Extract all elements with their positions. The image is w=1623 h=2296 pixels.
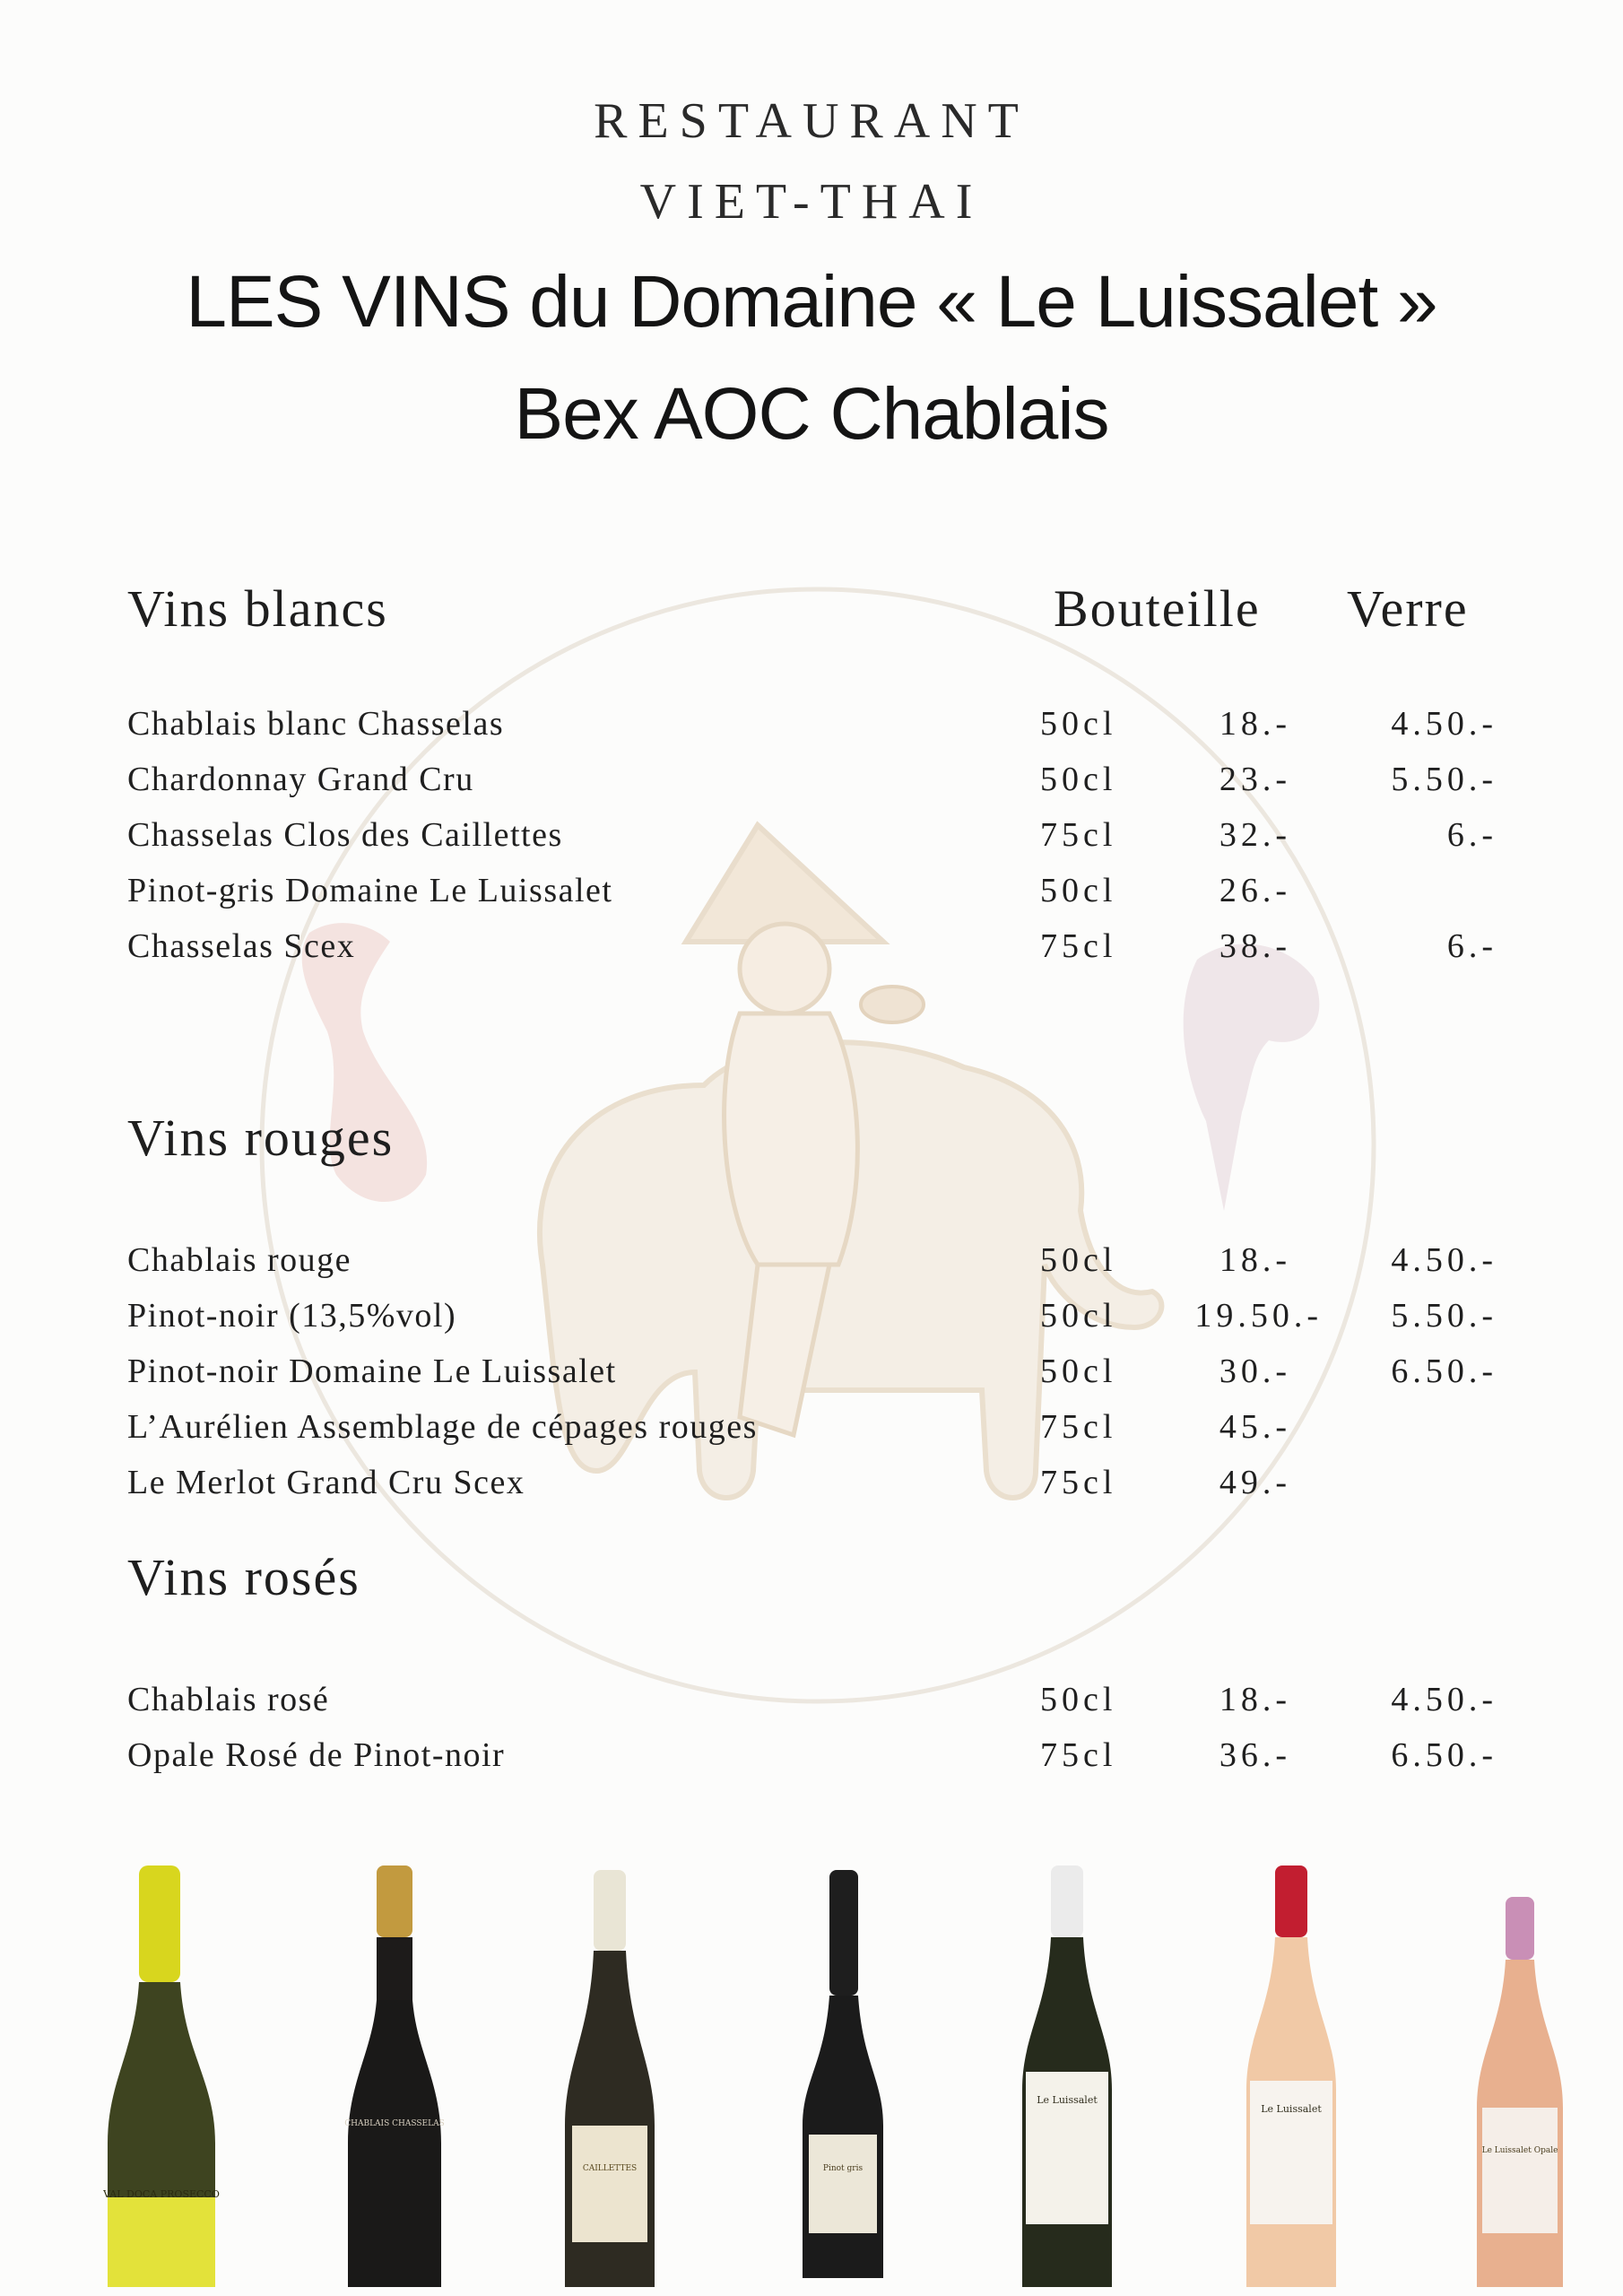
wine-row — [0, 760, 1623, 813]
wine-volume: 75cl — [1040, 927, 1117, 965]
wine-name: Pinot-gris Domaine Le Luissalet — [127, 872, 613, 909]
bottle-price: 38.- — [1219, 927, 1291, 965]
wine-name: Le Merlot Grand Cru Scex — [127, 1464, 525, 1501]
bottle-prosecco — [99, 1857, 224, 2296]
glass-price: 6.50.- — [1391, 1352, 1497, 1390]
glass-price: 5.50.- — [1391, 761, 1497, 798]
wine-row — [0, 1352, 1623, 1405]
wine-volume: 50cl — [1040, 1241, 1117, 1279]
bottle-price: 18.- — [1219, 1681, 1291, 1718]
wine-row — [0, 1463, 1623, 1517]
bottle-price: 18.- — [1219, 705, 1291, 743]
glass-price: 6.- — [1446, 927, 1497, 965]
wine-name: Chablais rosé — [127, 1681, 330, 1718]
glass-price: 6.50.- — [1391, 1736, 1497, 1774]
restaurant-name-line1: RESTAURANT — [594, 93, 1029, 149]
page-subtitle: Bex AOC Chablais — [514, 373, 1109, 455]
wine-name: Chasselas Clos des Caillettes — [127, 816, 563, 854]
wine-name: Pinot-noir (13,5%vol) — [127, 1297, 457, 1335]
bottle-price: 30.- — [1219, 1352, 1291, 1390]
page-title: LES VINS du Domaine « Le Luissalet » — [186, 261, 1437, 343]
section-title-white: Vins blancs — [127, 579, 388, 638]
wine-volume: 75cl — [1040, 1736, 1117, 1774]
wine-name: Pinot-noir Domaine Le Luissalet — [127, 1352, 617, 1390]
bottle-price: 36.- — [1219, 1736, 1291, 1774]
section-title-rose: Vins rosés — [127, 1548, 360, 1606]
wine-row — [0, 1240, 1623, 1294]
glass-price: 4.50.- — [1391, 1681, 1497, 1718]
bottle-luissalet-rose — [1237, 1857, 1345, 2296]
wine-volume: 50cl — [1040, 705, 1117, 743]
wine-volume: 50cl — [1040, 1297, 1117, 1335]
wine-volume: 50cl — [1040, 872, 1117, 909]
wine-row — [0, 1680, 1623, 1734]
wine-row — [0, 1407, 1623, 1461]
wine-name: Chablais rouge — [127, 1241, 352, 1279]
bottle-price: 49.- — [1219, 1464, 1291, 1501]
column-head-bottle: Bouteille — [1054, 579, 1261, 638]
bottle-price: 32.- — [1219, 816, 1291, 854]
glass-price: 4.50.- — [1391, 705, 1497, 743]
wine-volume: 75cl — [1040, 1464, 1117, 1501]
bottle-photos — [0, 1857, 1623, 2296]
bottle-label-text: Le Luissalet — [1261, 2103, 1322, 2115]
bottle-label-text: CHABLAIS CHASSELAS — [344, 2119, 445, 2128]
wine-name: Chasselas Scex — [127, 927, 356, 965]
bottle-price: 18.- — [1219, 1241, 1291, 1279]
wine-name: Chardonnay Grand Cru — [127, 761, 474, 798]
header — [0, 81, 1623, 242]
wine-row — [0, 871, 1623, 925]
bottle-label-text: Le Luissalet — [1037, 2094, 1098, 2106]
wine-row — [0, 1735, 1623, 1789]
bottle-chablais — [341, 1857, 448, 2296]
wine-row — [0, 1296, 1623, 1350]
wine-volume: 75cl — [1040, 1408, 1117, 1446]
glass-price: 5.50.- — [1391, 1297, 1497, 1335]
bottle-label-text: Le Luissalet Opale — [1481, 2146, 1558, 2155]
bottle-caillettes — [556, 1857, 664, 2296]
bottle-opale — [1466, 1857, 1574, 2296]
wine-volume: 75cl — [1040, 816, 1117, 854]
section-title-red: Vins rouges — [127, 1109, 395, 1167]
wine-name: L’Aurélien Assemblage de cépages rouges — [127, 1408, 758, 1446]
bottle-price: 23.- — [1219, 761, 1291, 798]
bottle-label-text: VAL DOCA PROSECCO — [103, 2188, 220, 2200]
bottle-luissalet-white — [1013, 1857, 1121, 2296]
wine-name: Opale Rosé de Pinot-noir — [127, 1736, 506, 1774]
bottle-price: 26.- — [1219, 872, 1291, 909]
column-head-glass: Verre — [1347, 579, 1469, 638]
wine-volume: 50cl — [1040, 1352, 1117, 1390]
glass-price: 4.50.- — [1391, 1241, 1497, 1279]
wine-row — [0, 926, 1623, 980]
glass-price: 6.- — [1446, 816, 1497, 854]
wine-row — [0, 815, 1623, 869]
wine-name: Chablais blanc Chasselas — [127, 705, 505, 743]
wine-row — [0, 704, 1623, 758]
bottle-pinot-gris — [789, 1857, 897, 2296]
bottle-price: 19.50.- — [1194, 1297, 1323, 1335]
wine-volume: 50cl — [1040, 761, 1117, 798]
bottle-label-text: CAILLETTES — [582, 2164, 638, 2173]
wine-volume: 50cl — [1040, 1681, 1117, 1718]
bottle-price: 45.- — [1219, 1408, 1291, 1446]
bottle-label-text: Pinot gris — [822, 2164, 864, 2173]
restaurant-name-line2: VIET-THAI — [639, 174, 984, 230]
